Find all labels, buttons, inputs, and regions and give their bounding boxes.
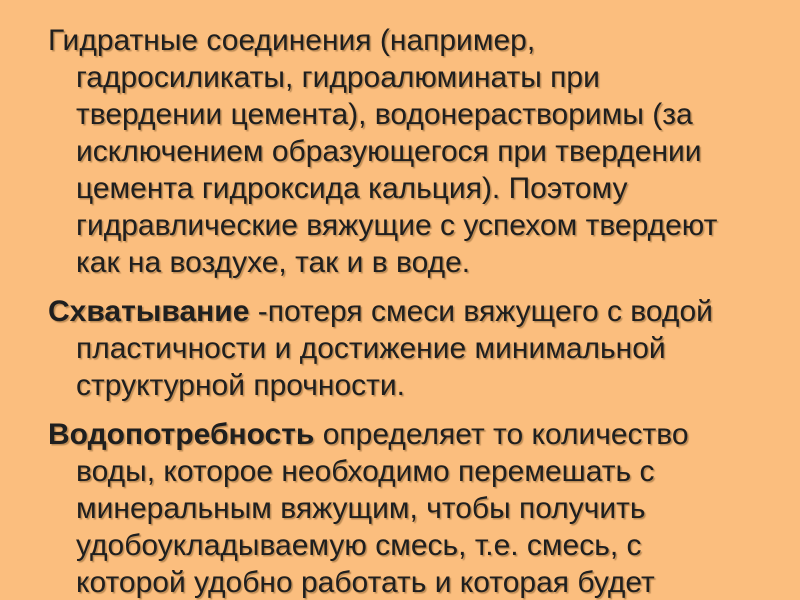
term-vodopotrebnost: Водопотребность [48,418,315,451]
text-line: гадросиликаты, гидроалюминаты при [76,61,600,94]
term-skhvatyvanie: Схватывание [48,295,250,328]
paragraph-text: Гидратные соединения (например, [48,24,536,57]
paragraph-text: определяет то количество [314,418,689,451]
text-line: структурной прочности. [76,369,405,402]
text-line: минеральным вяжущим, чтобы получить [76,492,646,525]
text-line: воды, которое необходимо перемешать с [76,455,655,488]
paragraph-water-demand [48,416,780,600]
text-line: которой удобно работать и которая будет [76,566,655,599]
text-line [48,22,780,59]
text-line: как на воздухе, так и в воде. [76,246,471,279]
paragraph-hydrate-compounds [48,22,780,281]
text-line: гидравлические вяжущие с успехом твердеют [76,209,718,242]
paragraph-text: -потеря смеси вяжущего с водой [249,295,713,328]
text-line [48,293,780,330]
text-line: твердении цемента), водонерастворимы (за [76,98,693,131]
text-line [48,416,780,453]
text-line: пластичности и достижение минимальной [76,332,666,365]
text-line: удобоукладываемую смесь, т.е. смесь, с [76,529,642,562]
text-line: цемента гидроксида кальция). Поэтому [76,172,628,205]
paragraph-setting [48,293,780,404]
text-line: исключением образующегося при твердении [76,135,702,168]
